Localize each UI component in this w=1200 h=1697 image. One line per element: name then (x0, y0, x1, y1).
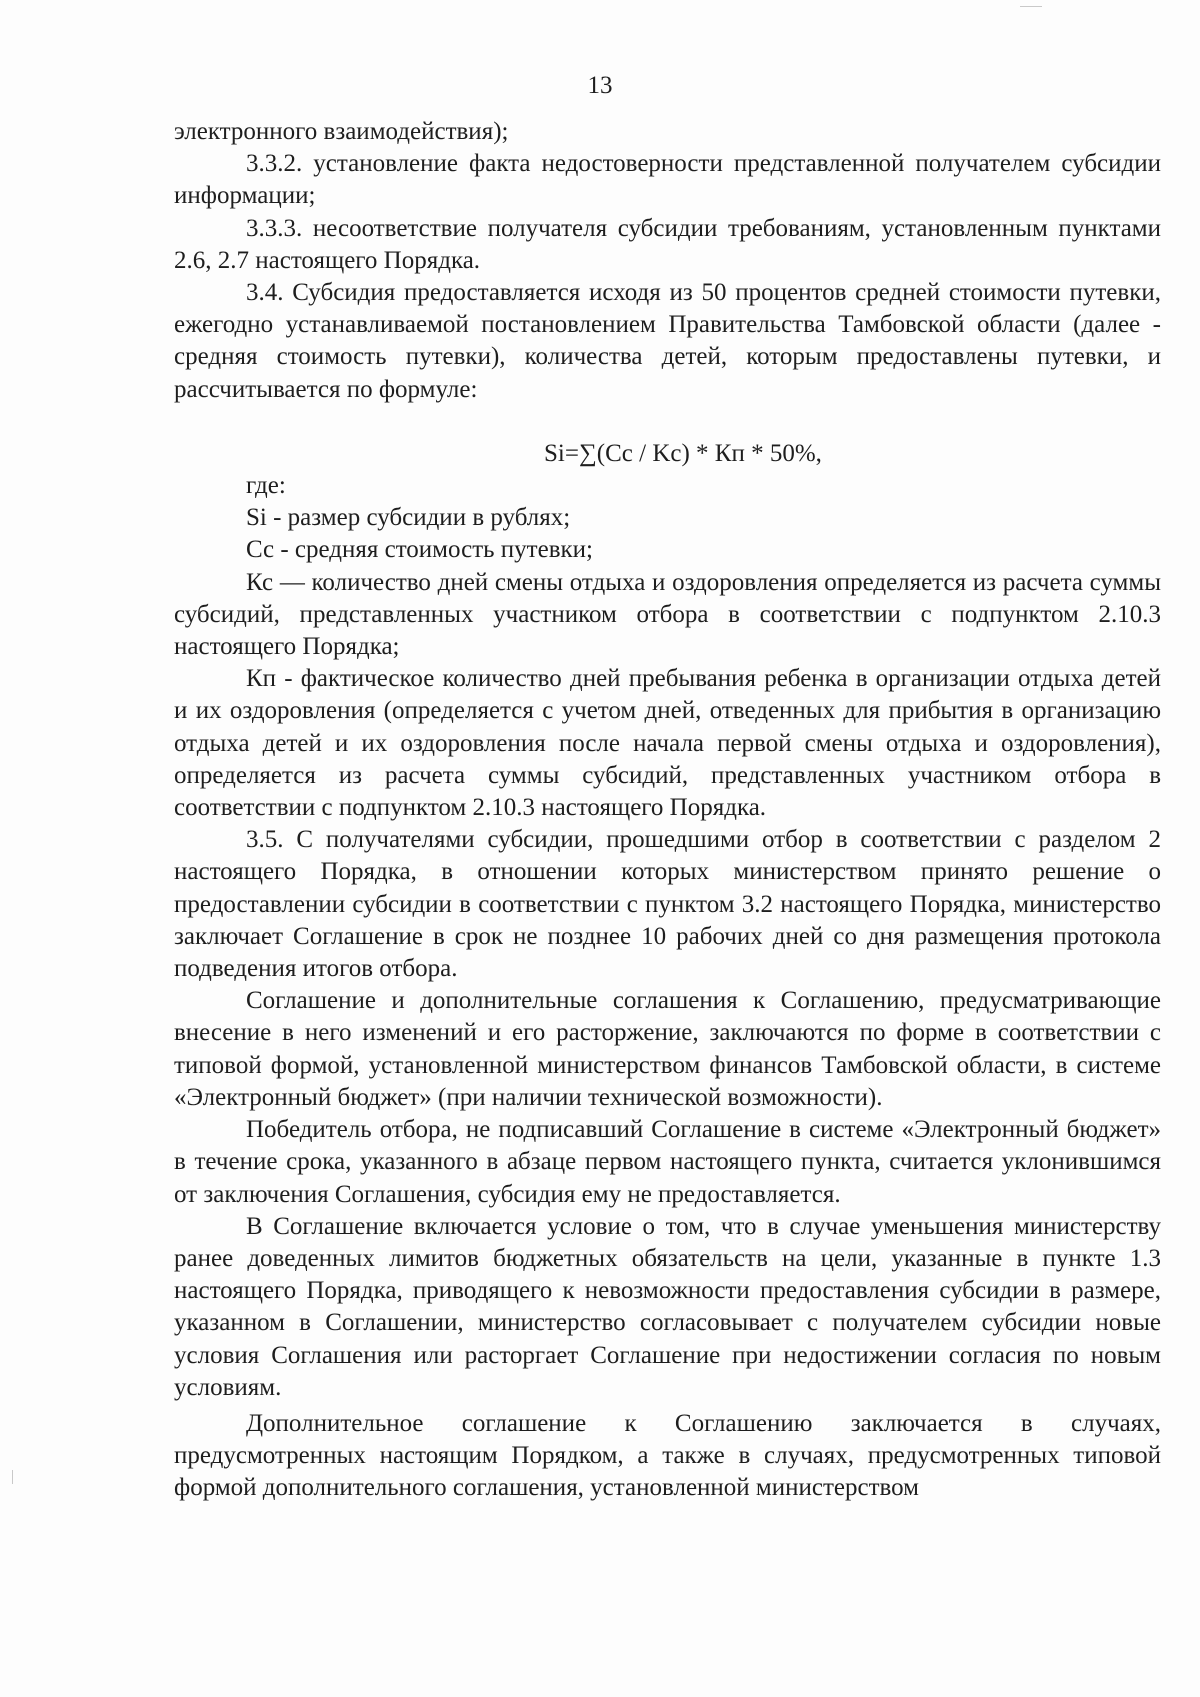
paragraph-winner-refusal: Победитель отбора, не подписавший Соглашение в системе «Электронный бюджет» в течение срока, указанного в абзаце первом настоящего пункта, считается уклонившимся от заключения Соглашения, субсидия ему не предоставляется. (174, 1116, 1161, 1208)
paragraph-3-5: 3.5. С получателями субсидии, прошедшими отбор в соответствии с разделом 2 настоящего Порядка, в отношении которых министерством принято решение о предоставлении субсидии в соответствии с пунктом 3.2 настоящего Порядка, министерство заключает Соглашение в срок не позднее 10 рабочих дней со дня размещения протокола подведения итогов отбора. (174, 826, 1161, 983)
scan-artifact-left (12, 1470, 13, 1484)
paragraph-additional-agreement: Дополнительное соглашение к Соглашению заключается в случаях, предусмотренных настоящим Порядком, а также в случаях, предусмотренных типовой формой дополнительного соглашения, установленной министерством (174, 1409, 1161, 1502)
paragraph-agreement-form: Соглашение и дополнительные соглашения к Соглашению, предусматривающие внесение в него изменений и его расторжение, заключаются по форме в соответствии с типовой формой, установленной министерством финансов Тамбовской области, в системе «Электронный бюджет» (при наличии технической возможности). (174, 987, 1161, 1111)
definition-si: Si - размер субсидии в рублях; (246, 504, 571, 532)
definition-kp: Кп - фактическое количество дней пребывания ребенка в организации отдыха детей и их оздоровления (определяется с учетом дней, отведенных для прибытия в организацию отдыха детей и их оздоровления после начала первой смены отдыха и оздоровления), определяется из расчета суммы субсидий, представленных участником отбора в соответствии с подпунктом 2.10.3 настоящего Порядка. (174, 665, 1161, 822)
paragraph-3-3-3: 3.3.3. несоответствие получателя субсидии требованиям, установленным пунктами 2.6, 2.7 настоящего Порядка. (174, 214, 1161, 274)
document-body (174, 116, 1161, 1505)
definition-cc: Сс - средняя стоимость путевки; (246, 536, 593, 564)
subsidy-formula: Si=∑(Cc / Kc) * Кп * 50%, (544, 439, 822, 467)
paragraph-3-3-2: 3.3.2. установление факта недостоверности представленной получателем субсидии информации; (174, 150, 1161, 210)
page-number: 13 (587, 72, 613, 99)
formula-where: где: (246, 472, 286, 500)
scan-artifact-top (1020, 6, 1042, 7)
paragraph-continuation: электронного взаимодействия); (174, 118, 509, 145)
definition-kc: Кс — количество дней смены отдыха и оздоровления определяется из расчета суммы субсидий, представленных участником отбора в соответствии с подпунктом 2.10.3 настоящего Порядка; (174, 568, 1161, 661)
paragraph-3-4: 3.4. Субсидия предоставляется исходя из 50 процентов средней стоимости путевки, ежегодно устанавливаемой постановлением Правительства Тамбовской области (далее - средняя стоимость путевки), количества детей, которым предоставлены путевки, и рассчитывается по формуле: (174, 279, 1161, 403)
paragraph-limits-reduction: В Соглашение включается условие о том, что в случае уменьшения министерству ранее доведенных лимитов бюджетных обязательств на цели, указанные в пункте 1.3 настоящего Порядка, приводящего к невозможности предоставления субсидии в размере, указанном в Соглашении, министерство согласовывает с получателем субсидии новые условия Соглашения или расторгает Соглашение при недостижении согласия по новым условиям. (174, 1212, 1161, 1401)
